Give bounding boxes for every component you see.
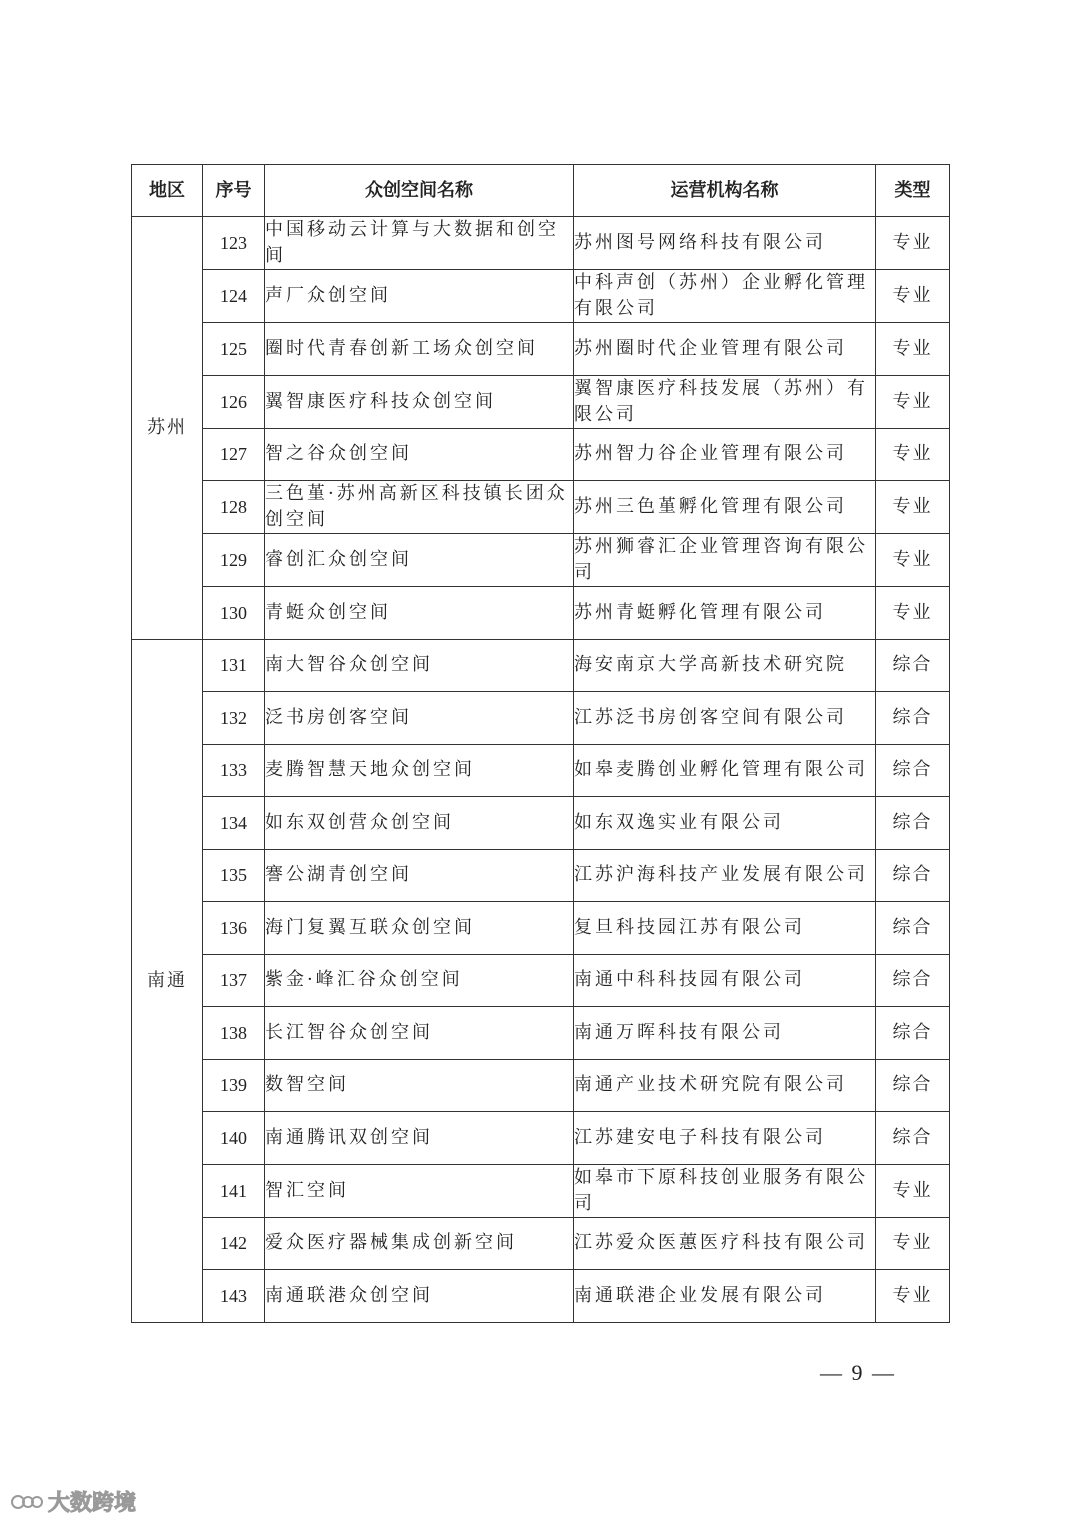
- type-cell: 专业: [876, 323, 950, 376]
- space-name-cell: 智汇空间: [265, 1164, 574, 1217]
- header-region: 地区: [132, 165, 203, 217]
- table-row: [132, 1112, 950, 1165]
- number-cell: 134: [203, 797, 265, 850]
- number-cell: 130: [203, 587, 265, 640]
- type-cell: 专业: [876, 534, 950, 587]
- number-cell: 129: [203, 534, 265, 587]
- operator-name-cell: 复旦科技园江苏有限公司: [574, 902, 876, 955]
- table-row: [132, 692, 950, 745]
- type-cell: 综合: [876, 902, 950, 955]
- operator-name-cell: 苏州青蜓孵化管理有限公司: [574, 587, 876, 640]
- space-name-cell: 圈时代青春创新工场众创空间: [265, 323, 574, 376]
- table-row: [132, 217, 950, 270]
- space-name-cell: 数智空间: [265, 1059, 574, 1112]
- type-cell: 专业: [876, 1164, 950, 1217]
- table-row: [132, 270, 950, 323]
- space-name-cell: 声厂众创空间: [265, 270, 574, 323]
- space-name-cell: 泛书房创客空间: [265, 692, 574, 745]
- number-cell: 132: [203, 692, 265, 745]
- type-cell: 专业: [876, 481, 950, 534]
- space-name-cell: 爱众医疗器械集成创新空间: [265, 1217, 574, 1270]
- space-name-cell: 三色堇·苏州高新区科技镇长团众创空间: [265, 481, 574, 534]
- number-cell: 141: [203, 1164, 265, 1217]
- header-operator-name: 运营机构名称: [574, 165, 876, 217]
- number-cell: 126: [203, 375, 265, 428]
- operator-name-cell: 江苏建安电子科技有限公司: [574, 1112, 876, 1165]
- region-cell: 南通: [132, 639, 203, 1322]
- type-cell: 综合: [876, 744, 950, 797]
- type-cell: 综合: [876, 1059, 950, 1112]
- space-name-cell: 青蜓众创空间: [265, 587, 574, 640]
- type-cell: 综合: [876, 639, 950, 692]
- operator-name-cell: 江苏泛书房创客空间有限公司: [574, 692, 876, 745]
- operator-name-cell: 中科声创（苏州）企业孵化管理有限公司: [574, 270, 876, 323]
- space-name-cell: 长江智谷众创空间: [265, 1007, 574, 1060]
- table-row: [132, 587, 950, 640]
- number-cell: 123: [203, 217, 265, 270]
- number-cell: 142: [203, 1217, 265, 1270]
- region-cell: 苏州: [132, 217, 203, 640]
- header-number: 序号: [203, 165, 265, 217]
- number-cell: 137: [203, 954, 265, 1007]
- operator-name-cell: 南通联港企业发展有限公司: [574, 1270, 876, 1323]
- number-cell: 124: [203, 270, 265, 323]
- watermark-text: 大数跨境: [48, 1491, 137, 1516]
- operator-name-cell: 如东双逸实业有限公司: [574, 797, 876, 850]
- number-cell: 140: [203, 1112, 265, 1165]
- number-cell: 136: [203, 902, 265, 955]
- operator-name-cell: 苏州图号网络科技有限公司: [574, 217, 876, 270]
- table-row: [132, 323, 950, 376]
- table-row: [132, 534, 950, 587]
- operator-name-cell: 江苏沪海科技产业发展有限公司: [574, 849, 876, 902]
- operator-name-cell: 翼智康医疗科技发展（苏州）有限公司: [574, 375, 876, 428]
- table-row: [132, 1007, 950, 1060]
- space-name-cell: 南通腾讯双创空间: [265, 1112, 574, 1165]
- header-space-name: 众创空间名称: [265, 165, 574, 217]
- table-row: [132, 849, 950, 902]
- table-header-row: [132, 165, 950, 217]
- space-name-cell: 翼智康医疗科技众创空间: [265, 375, 574, 428]
- space-name-cell: 海门复翼互联众创空间: [265, 902, 574, 955]
- space-name-cell: 紫金·峰汇谷众创空间: [265, 954, 574, 1007]
- type-cell: 综合: [876, 1007, 950, 1060]
- table-row: [132, 375, 950, 428]
- table-row: [132, 1270, 950, 1323]
- operator-name-cell: 如皋市下原科技创业服务有限公司: [574, 1164, 876, 1217]
- type-cell: 专业: [876, 217, 950, 270]
- brand-logo-icon: [10, 1491, 44, 1513]
- number-cell: 133: [203, 744, 265, 797]
- operator-name-cell: 苏州圈时代企业管理有限公司: [574, 323, 876, 376]
- type-cell: 专业: [876, 428, 950, 481]
- number-cell: 128: [203, 481, 265, 534]
- operator-name-cell: 如皋麦腾创业孵化管理有限公司: [574, 744, 876, 797]
- operator-name-cell: 苏州智力谷企业管理有限公司: [574, 428, 876, 481]
- table-row: [132, 481, 950, 534]
- table-row: [132, 639, 950, 692]
- incubator-table: [131, 164, 950, 1323]
- table-row: [132, 428, 950, 481]
- type-cell: 综合: [876, 954, 950, 1007]
- number-cell: 131: [203, 639, 265, 692]
- table-row: [132, 902, 950, 955]
- operator-name-cell: 南通万晖科技有限公司: [574, 1007, 876, 1060]
- table-row: [132, 1164, 950, 1217]
- type-cell: 综合: [876, 849, 950, 902]
- type-cell: 专业: [876, 1217, 950, 1270]
- table-row: [132, 797, 950, 850]
- type-cell: 专业: [876, 270, 950, 323]
- type-cell: 综合: [876, 1112, 950, 1165]
- space-name-cell: 麦腾智慧天地众创空间: [265, 744, 574, 797]
- operator-name-cell: 南通中科科技园有限公司: [574, 954, 876, 1007]
- space-name-cell: 智之谷众创空间: [265, 428, 574, 481]
- space-name-cell: 中国移动云计算与大数据和创空间: [265, 217, 574, 270]
- number-cell: 135: [203, 849, 265, 902]
- operator-name-cell: 南通产业技术研究院有限公司: [574, 1059, 876, 1112]
- space-name-cell: 睿创汇众创空间: [265, 534, 574, 587]
- operator-name-cell: 苏州狮睿汇企业管理咨询有限公司: [574, 534, 876, 587]
- type-cell: 综合: [876, 692, 950, 745]
- space-name-cell: 南通联港众创空间: [265, 1270, 574, 1323]
- number-cell: 138: [203, 1007, 265, 1060]
- table-row: [132, 744, 950, 797]
- operator-name-cell: 江苏爱众医蕙医疗科技有限公司: [574, 1217, 876, 1270]
- header-type: 类型: [876, 165, 950, 217]
- table-row: [132, 954, 950, 1007]
- watermark: [10, 1486, 136, 1517]
- space-name-cell: 謇公湖青创空间: [265, 849, 574, 902]
- type-cell: 综合: [876, 797, 950, 850]
- table-row: [132, 1059, 950, 1112]
- number-cell: 139: [203, 1059, 265, 1112]
- number-cell: 125: [203, 323, 265, 376]
- number-cell: 143: [203, 1270, 265, 1323]
- table-row: [132, 1217, 950, 1270]
- type-cell: 专业: [876, 587, 950, 640]
- type-cell: 专业: [876, 375, 950, 428]
- space-name-cell: 南大智谷众创空间: [265, 639, 574, 692]
- page-number: — 9 —: [820, 1360, 896, 1385]
- operator-name-cell: 苏州三色堇孵化管理有限公司: [574, 481, 876, 534]
- type-cell: 专业: [876, 1270, 950, 1323]
- operator-name-cell: 海安南京大学高新技术研究院: [574, 639, 876, 692]
- number-cell: 127: [203, 428, 265, 481]
- space-name-cell: 如东双创营众创空间: [265, 797, 574, 850]
